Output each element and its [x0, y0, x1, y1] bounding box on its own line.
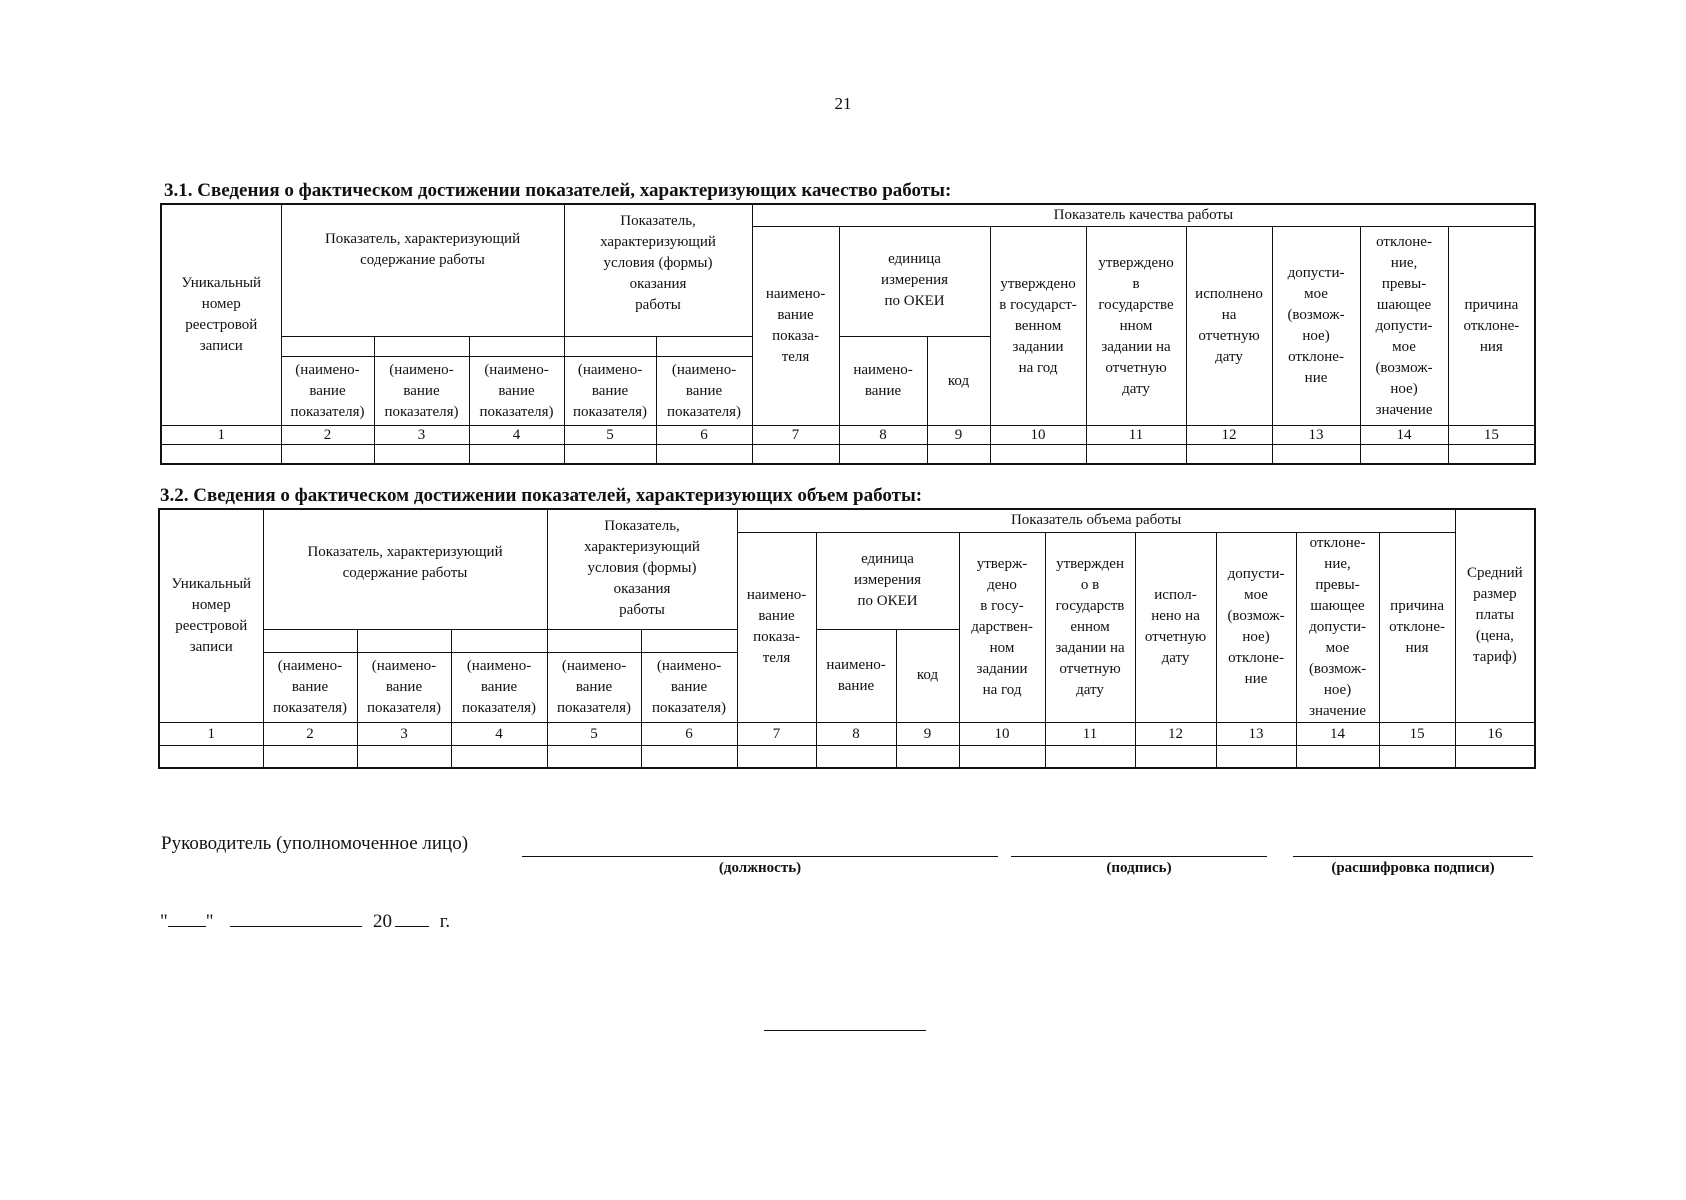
- column-number: 2: [263, 722, 357, 745]
- content-indicator-slot-2: [357, 629, 451, 652]
- column-number: 13: [1216, 722, 1296, 745]
- col-executed: испол- нено на отчетную дату: [1135, 532, 1216, 722]
- col-indicator-name: наимено- вание показа- теля: [737, 532, 816, 722]
- col-executed: исполнено на отчетную дату: [1186, 227, 1272, 426]
- column-number: 16: [1455, 722, 1535, 745]
- column-number: 3: [374, 426, 469, 445]
- month-blank[interactable]: [230, 910, 362, 927]
- column-number: 14: [1360, 426, 1448, 445]
- signer-label: Руководитель (уполномоченное лицо): [161, 833, 469, 854]
- data-cell[interactable]: [161, 445, 281, 464]
- year-blank[interactable]: [395, 910, 429, 927]
- content-indicator-name-3: (наимено- вание показателя): [451, 652, 547, 722]
- data-cell[interactable]: [1379, 745, 1455, 768]
- conditions-indicator-slot-2: [641, 629, 737, 652]
- conditions-indicator-name-1: (наимено- вание показателя): [547, 652, 641, 722]
- date-century: 20: [373, 911, 393, 932]
- col-deviation-reason: причина отклоне- ния: [1448, 227, 1535, 426]
- column-number: 1: [159, 722, 263, 745]
- day-blank[interactable]: [168, 910, 206, 927]
- column-number: 12: [1135, 722, 1216, 745]
- column-number: 7: [752, 426, 839, 445]
- content-indicator-slot-3: [469, 337, 564, 357]
- position-caption: (должность): [718, 860, 802, 876]
- column-number: 8: [839, 426, 927, 445]
- column-number: 15: [1379, 722, 1455, 745]
- column-number: 11: [1086, 426, 1186, 445]
- footnote-separator: [764, 1030, 926, 1031]
- data-cell[interactable]: [1135, 745, 1216, 768]
- data-cell[interactable]: [357, 745, 451, 768]
- data-cell[interactable]: [1086, 445, 1186, 464]
- column-number: 12: [1186, 426, 1272, 445]
- column-number: 7: [737, 722, 816, 745]
- table-row: [161, 445, 1535, 464]
- data-cell[interactable]: [752, 445, 839, 464]
- conditions-indicator-name-2: (наимено- вание показателя): [656, 357, 752, 426]
- decoding-caption: (расшифровка подписи): [1331, 860, 1495, 876]
- section-2-title: 3.2. Сведения о фактическом достижении показателей, характеризующих объем работы:: [160, 485, 923, 506]
- column-number: 10: [959, 722, 1045, 745]
- data-cell[interactable]: [839, 445, 927, 464]
- data-cell[interactable]: [469, 445, 564, 464]
- col-unique-number: Уникальный номер реестровой записи: [161, 204, 281, 426]
- data-cell[interactable]: [1448, 445, 1535, 464]
- data-cell[interactable]: [1272, 445, 1360, 464]
- col-content-indicator: Показатель, характеризующий содержание работы: [263, 509, 547, 629]
- data-cell[interactable]: [816, 745, 896, 768]
- volume-table: [158, 508, 1536, 769]
- conditions-indicator-slot-1: [547, 629, 641, 652]
- column-number: 9: [896, 722, 959, 745]
- col-okei-name: наимено- вание: [816, 629, 896, 722]
- col-okei-name: наимено- вание: [839, 337, 927, 426]
- column-number: 10: [990, 426, 1086, 445]
- col-allowed-deviation: допусти- мое (возмож- ное) отклоне- ние: [1272, 227, 1360, 426]
- content-indicator-slot-3: [451, 629, 547, 652]
- col-exceeding-deviation: отклоне- ние, превы- шающее допусти- мое (возмож- ное) значение: [1296, 532, 1379, 722]
- col-deviation-reason: причина отклоне- ния: [1379, 532, 1455, 722]
- data-cell[interactable]: [374, 445, 469, 464]
- signature-line[interactable]: [1011, 856, 1267, 857]
- data-cell[interactable]: [641, 745, 737, 768]
- data-cell[interactable]: [959, 745, 1045, 768]
- conditions-indicator-name-1: (наимено- вание показателя): [564, 357, 656, 426]
- position-line[interactable]: [522, 856, 998, 857]
- data-cell[interactable]: [547, 745, 641, 768]
- table-row: [159, 745, 1535, 768]
- content-indicator-slot-1: [263, 629, 357, 652]
- column-number: 14: [1296, 722, 1379, 745]
- content-indicator-name-3: (наимено- вание показателя): [469, 357, 564, 426]
- data-cell[interactable]: [896, 745, 959, 768]
- col-okei-unit: единица измерения по ОКЕИ: [839, 227, 990, 337]
- data-cell[interactable]: [451, 745, 547, 768]
- col-okei-code: код: [896, 629, 959, 722]
- content-indicator-slot-2: [374, 337, 469, 357]
- col-group-quality: Показатель качества работы: [752, 204, 1535, 227]
- data-cell[interactable]: [656, 445, 752, 464]
- date-open-quote: ": [160, 911, 168, 932]
- col-conditions-indicator: Показатель, характеризующий условия (формы) оказания работы: [547, 509, 737, 629]
- data-cell[interactable]: [1186, 445, 1272, 464]
- col-indicator-name: наимено- вание показа- теля: [752, 227, 839, 426]
- data-cell[interactable]: [990, 445, 1086, 464]
- column-number: 9: [927, 426, 990, 445]
- data-cell[interactable]: [1216, 745, 1296, 768]
- section-1-title: 3.1. Сведения о фактическом достижении показателей, характеризующих качество работы:: [164, 180, 952, 201]
- conditions-indicator-name-2: (наимено- вание показателя): [641, 652, 737, 722]
- data-cell[interactable]: [1045, 745, 1135, 768]
- col-okei-unit: единица измерения по ОКЕИ: [816, 532, 959, 629]
- column-number: 13: [1272, 426, 1360, 445]
- column-number: 4: [469, 426, 564, 445]
- column-number: 6: [656, 426, 752, 445]
- content-indicator-name-1: (наимено- вание показателя): [263, 652, 357, 722]
- col-approved-date: утверждено в государстве нном задании на отчетную дату: [1086, 227, 1186, 426]
- column-number: 11: [1045, 722, 1135, 745]
- decoding-line[interactable]: [1293, 856, 1533, 857]
- col-approved-year: утверж- дено в госу- дарствен- ном задании на год: [959, 532, 1045, 722]
- conditions-indicator-slot-2: [656, 337, 752, 357]
- content-indicator-slot-1: [281, 337, 374, 357]
- data-cell[interactable]: [263, 745, 357, 768]
- column-number: 8: [816, 722, 896, 745]
- col-approved-date: утвержден о в государств енном задании на отчетную дату: [1045, 532, 1135, 722]
- column-number: 6: [641, 722, 737, 745]
- column-number: 2: [281, 426, 374, 445]
- col-allowed-deviation: допусти- мое (возмож- ное) отклоне- ние: [1216, 532, 1296, 722]
- date-close-quote: ": [205, 911, 214, 932]
- signature-caption: (подпись): [1106, 860, 1172, 876]
- page-number: 21: [834, 94, 852, 113]
- date-line: [160, 910, 450, 933]
- col-group-volume: Показатель объема работы: [737, 509, 1455, 532]
- col-exceeding-deviation: отклоне- ние, превы- шающее допусти- мое (возмож- ное) значение: [1360, 227, 1448, 426]
- col-okei-code: код: [927, 337, 990, 426]
- column-number: 4: [451, 722, 547, 745]
- data-cell[interactable]: [1455, 745, 1535, 768]
- content-indicator-name-2: (наимено- вание показателя): [374, 357, 469, 426]
- data-cell[interactable]: [737, 745, 816, 768]
- conditions-indicator-slot-1: [564, 337, 656, 357]
- column-number: 3: [357, 722, 451, 745]
- data-cell[interactable]: [159, 745, 263, 768]
- col-approved-year: утверждено в государст- венном задании на год: [990, 227, 1086, 426]
- data-cell[interactable]: [927, 445, 990, 464]
- data-cell[interactable]: [281, 445, 374, 464]
- col-unique-number: Уникальный номер реестровой записи: [159, 509, 263, 722]
- data-cell[interactable]: [1296, 745, 1379, 768]
- quality-table: [160, 203, 1536, 465]
- col-content-indicator: Показатель, характеризующий содержание работы: [281, 204, 564, 337]
- column-number: 1: [161, 426, 281, 445]
- data-cell[interactable]: [1360, 445, 1448, 464]
- content-indicator-name-2: (наимено- вание показателя): [357, 652, 451, 722]
- col-average-fee: Средний размер платы (цена, тариф): [1455, 509, 1535, 722]
- column-number: 5: [547, 722, 641, 745]
- data-cell[interactable]: [564, 445, 656, 464]
- column-number: 15: [1448, 426, 1535, 445]
- column-number: 5: [564, 426, 656, 445]
- content-indicator-name-1: (наимено- вание показателя): [281, 357, 374, 426]
- col-conditions-indicator: Показатель, характеризующий условия (формы) оказания работы: [564, 204, 752, 337]
- date-year-suffix: г.: [439, 911, 451, 932]
